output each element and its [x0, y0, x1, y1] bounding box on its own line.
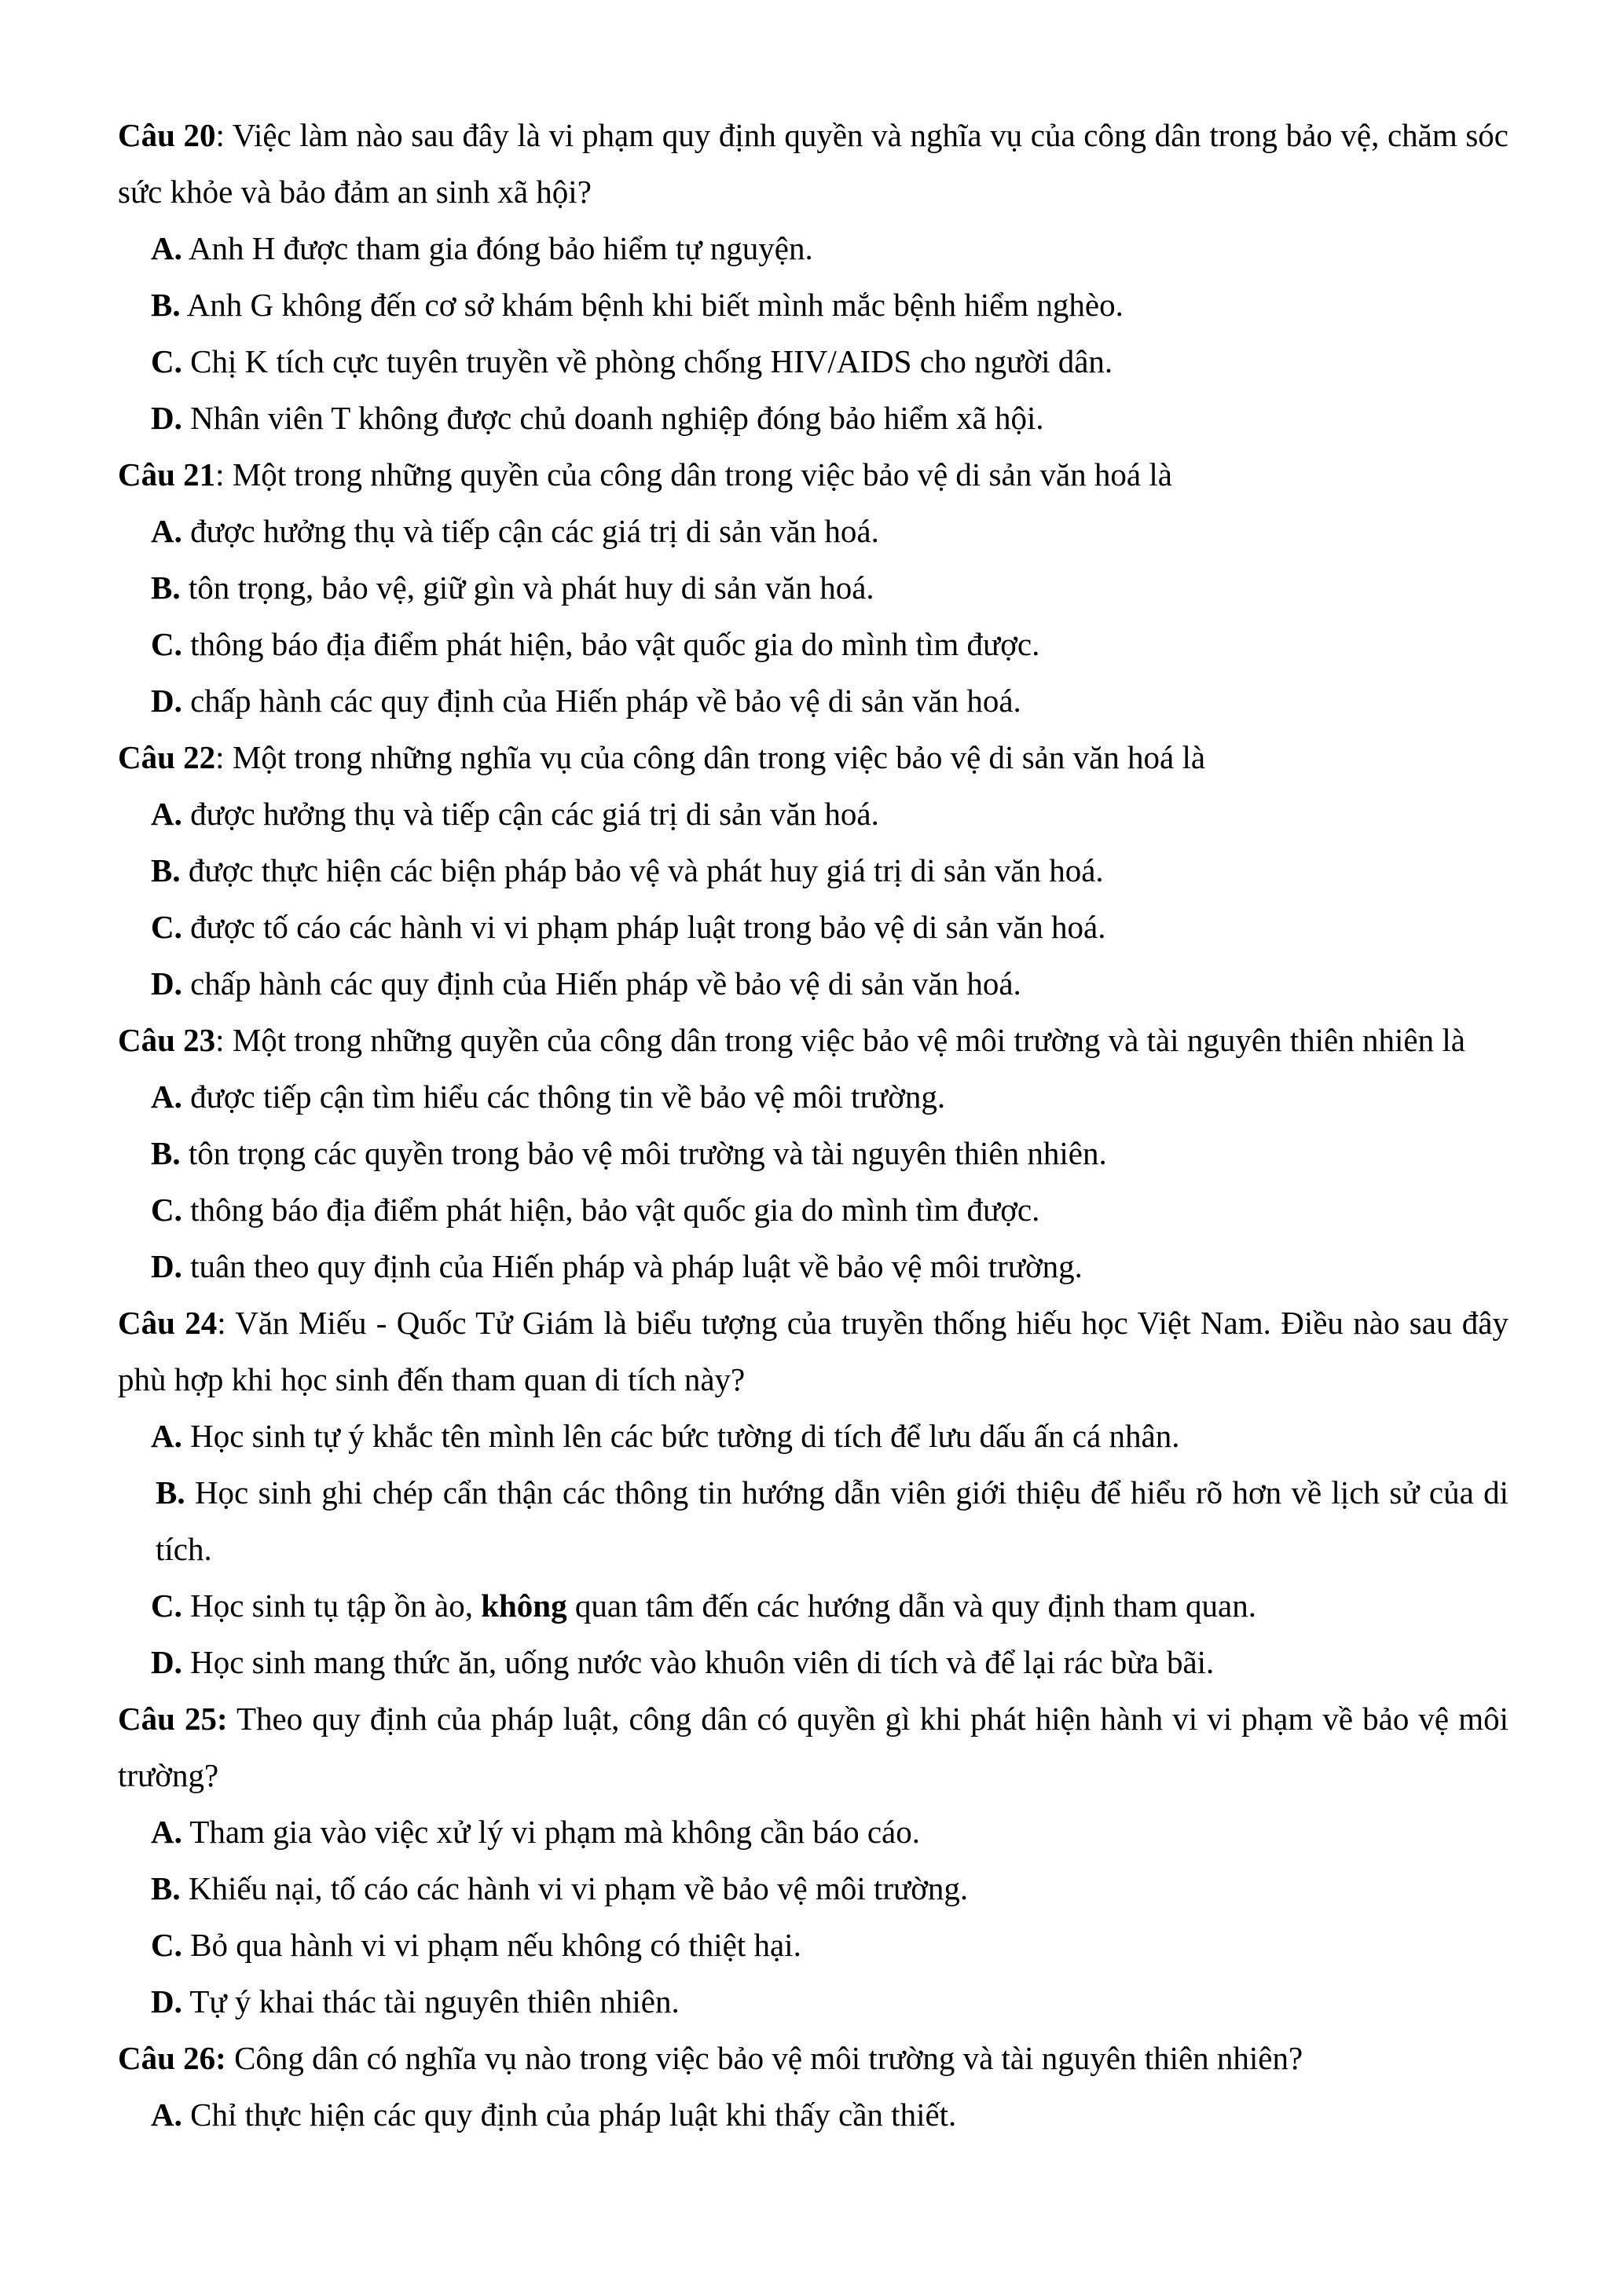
option-b: [118, 1464, 1509, 1577]
option-b: [118, 1125, 1509, 1181]
question-text: Một trong những quyền của công dân trong việc bảo vệ môi trường và tài nguyên thiên nhiên là: [224, 1022, 1465, 1058]
question-separator: :: [217, 1701, 228, 1737]
question-26: [118, 2030, 1509, 2143]
option-letter: B.: [151, 1135, 181, 1171]
option-letter: A.: [151, 1078, 182, 1115]
option-c: [118, 616, 1509, 672]
option-text: tôn trọng, bảo vệ, giữ gìn và phát huy di sản văn hoá.: [180, 569, 874, 606]
option-letter: A.: [151, 513, 182, 549]
question-stem: [118, 729, 1509, 785]
question-text: Một trong những quyền của công dân trong việc bảo vệ di sản văn hoá là: [224, 456, 1172, 493]
option-letter: D.: [151, 1644, 182, 1680]
option-c: [118, 899, 1509, 955]
option-b: [118, 559, 1509, 616]
question-number: Câu 24: [118, 1305, 218, 1341]
option-a: [118, 503, 1509, 559]
question-24: [118, 1294, 1509, 1690]
question-stem: [118, 1690, 1509, 1803]
question-stem: [118, 1012, 1509, 1068]
option-text: Tự ý khai thác tài nguyên thiên nhiên.: [181, 1983, 680, 2020]
question-stem: [118, 107, 1509, 220]
option-text: Tham gia vào việc xử lý vi phạm mà không cần báo cáo.: [181, 1814, 920, 1850]
option-a: [118, 2086, 1509, 2143]
option-letter: A.: [151, 230, 182, 266]
option-c: [118, 1917, 1509, 1973]
question-number: Câu 26: [118, 2040, 216, 2076]
option-text: Học sinh ghi chép cẩn thận các thông tin hướng dẫn viên giới thiệu để hiểu rõ hơn về lịch sử của di tích.: [156, 1474, 1509, 1567]
question-separator: :: [217, 1305, 226, 1341]
question-number: Câu 23: [118, 1022, 216, 1058]
option-d: [118, 1973, 1509, 2030]
question-number: Câu 21: [118, 456, 216, 493]
question-number: Câu 22: [118, 739, 216, 775]
question-separator: :: [215, 456, 225, 493]
option-letter: C.: [151, 1587, 182, 1624]
option-letter: B.: [151, 1870, 181, 1906]
option-text: Chỉ thực hiện các quy định của pháp luật khi thấy cần thiết.: [181, 2096, 957, 2133]
option-c: [118, 333, 1509, 390]
option-letter: D.: [151, 683, 182, 719]
option-text-before: Học sinh tụ tập ồn ào,: [181, 1587, 482, 1624]
option-text: Nhân viên T không được chủ doanh nghiệp đóng bảo hiểm xã hội.: [181, 400, 1044, 436]
option-text: tôn trọng các quyền trong bảo vệ môi trường và tài nguyên thiên nhiên.: [180, 1135, 1107, 1171]
question-text: Việc làm nào sau đây là vi phạm quy định quyền và nghĩa vụ của công dân trong bảo vệ, chăm sóc sức khỏe và bảo đảm an sinh xã hội?: [118, 117, 1509, 210]
question-separator: :: [215, 2040, 226, 2076]
option-letter: D.: [151, 1248, 182, 1284]
question-separator: :: [215, 739, 225, 775]
option-b: [118, 1860, 1509, 1917]
option-c: [118, 1181, 1509, 1238]
option-a: [118, 785, 1509, 842]
option-letter: D.: [151, 1983, 182, 2020]
option-letter: A.: [151, 1418, 182, 1454]
option-text: tuân theo quy định của Hiến pháp và pháp luật về bảo vệ môi trường.: [181, 1248, 1083, 1284]
option-letter: C.: [151, 1192, 182, 1228]
option-a: [118, 1803, 1509, 1860]
option-text: Chị K tích cực tuyên truyền về phòng chống HIV/AIDS cho người dân.: [181, 343, 1113, 379]
option-letter: B.: [156, 1474, 185, 1511]
option-d: [118, 1634, 1509, 1690]
question-22: [118, 729, 1509, 1012]
question-number: Câu 20: [118, 117, 216, 153]
option-text: được tố cáo các hành vi vi phạm pháp luật trong bảo vệ di sản văn hoá.: [181, 909, 1106, 945]
question-stem: [118, 2030, 1509, 2086]
option-emphasis: không: [481, 1587, 567, 1624]
question-separator: :: [215, 1022, 225, 1058]
option-letter: A.: [151, 1814, 182, 1850]
option-letter: A.: [151, 2096, 182, 2133]
question-25: [118, 1690, 1509, 2030]
option-letter: D.: [151, 400, 182, 436]
option-d: [118, 672, 1509, 729]
question-23: [118, 1012, 1509, 1294]
question-21: [118, 446, 1509, 729]
option-b: [118, 842, 1509, 899]
option-letter: C.: [151, 1927, 182, 1963]
option-text: Anh G không đến cơ sở khám bệnh khi biết mình mắc bệnh hiểm nghèo.: [180, 287, 1124, 323]
option-a: [118, 1068, 1509, 1125]
option-d: [118, 390, 1509, 446]
option-text-after: quan tâm đến các hướng dẫn và quy định tham quan.: [566, 1587, 1256, 1624]
option-letter: B.: [151, 287, 181, 323]
option-d: [118, 1238, 1509, 1294]
option-letter: A.: [151, 796, 182, 832]
question-separator: :: [215, 117, 225, 153]
question-text: Theo quy định của pháp luật, công dân có quyền gì khi phát hiện hành vi vi phạm về bảo vệ môi trường?: [118, 1701, 1509, 1793]
option-text: chấp hành các quy định của Hiến pháp về bảo vệ di sản văn hoá.: [181, 683, 1021, 719]
option-letter: D.: [151, 965, 182, 1002]
option-letter: B.: [151, 852, 181, 888]
option-text: Anh H được tham gia đóng bảo hiểm tự nguyện.: [181, 230, 813, 266]
option-text: Khiếu nại, tố cáo các hành vi vi phạm về bảo vệ môi trường.: [180, 1870, 969, 1906]
option-a: [118, 220, 1509, 276]
option-c: [118, 1577, 1509, 1634]
option-text: được thực hiện các biện pháp bảo vệ và phát huy giá trị di sản văn hoá.: [180, 852, 1104, 888]
question-20: [118, 107, 1509, 446]
question-text: Một trong những nghĩa vụ của công dân trong việc bảo vệ di sản văn hoá là: [224, 739, 1206, 775]
exam-page: [118, 107, 1509, 2143]
question-stem: [118, 1294, 1509, 1408]
option-a: [118, 1408, 1509, 1464]
option-text: chấp hành các quy định của Hiến pháp về bảo vệ di sản văn hoá.: [181, 965, 1021, 1002]
question-text: Văn Miếu - Quốc Tử Giám là biểu tượng của truyền thống hiếu học Việt Nam. Điều nào sau đây phù hợp khi học sinh đến tham quan di tích này?: [118, 1305, 1509, 1397]
option-text: thông báo địa điểm phát hiện, bảo vật quốc gia do mình tìm được.: [181, 626, 1040, 662]
option-b: [118, 276, 1509, 333]
option-d: [118, 955, 1509, 1012]
option-text: thông báo địa điểm phát hiện, bảo vật quốc gia do mình tìm được.: [181, 1192, 1040, 1228]
question-text: Công dân có nghĩa vụ nào trong việc bảo vệ môi trường và tài nguyên thiên nhiên?: [225, 2040, 1303, 2076]
option-letter: C.: [151, 343, 182, 379]
question-stem: [118, 446, 1509, 503]
option-text: Bỏ qua hành vi vi phạm nếu không có thiệt hại.: [181, 1927, 801, 1963]
option-letter: C.: [151, 626, 182, 662]
question-number: Câu 25: [118, 1701, 217, 1737]
option-text: được hưởng thụ và tiếp cận các giá trị di sản văn hoá.: [181, 796, 879, 832]
option-letter: C.: [151, 909, 182, 945]
option-letter: B.: [151, 569, 181, 606]
option-text: Học sinh mang thức ăn, uống nước vào khuôn viên di tích và để lại rác bừa bãi.: [181, 1644, 1215, 1680]
option-text: được hưởng thụ và tiếp cận các giá trị di sản văn hoá.: [181, 513, 879, 549]
option-text: Học sinh tự ý khắc tên mình lên các bức tường di tích để lưu dấu ấn cá nhân.: [181, 1418, 1180, 1454]
option-text: được tiếp cận tìm hiểu các thông tin về bảo vệ môi trường.: [181, 1078, 946, 1115]
